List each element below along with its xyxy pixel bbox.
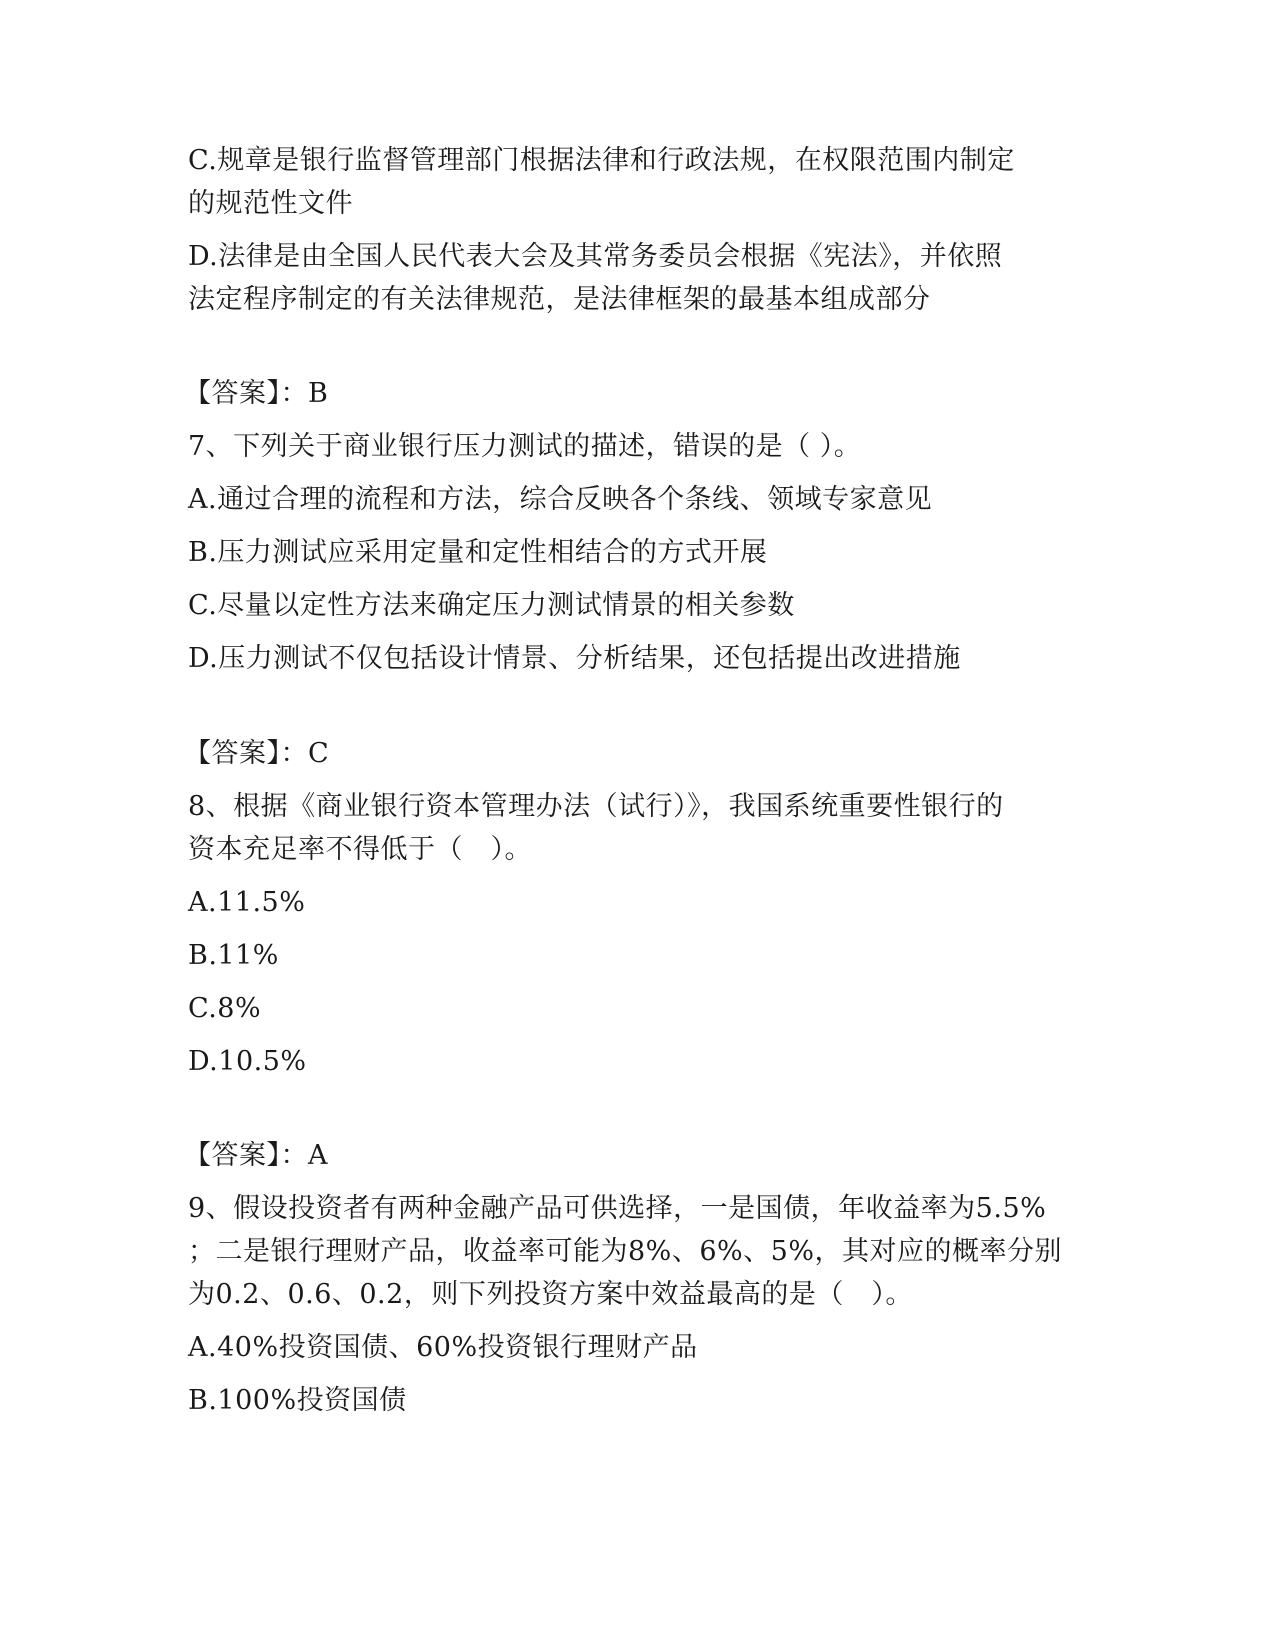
- q8-stem-line-2: 资本充足率不得低于（ ）。: [188, 834, 532, 865]
- q7-option-d: D.压力测试不仅包括设计情景、分析结果，还包括提出改进措施: [188, 643, 961, 674]
- prev-option-c-line-2: 的规范性文件: [188, 188, 353, 219]
- q8-answer: 【答案】：A: [184, 1140, 328, 1171]
- prev-option-c-line-1: C.规章是银行监督管理部门根据法律和行政法规，在权限范围内制定: [188, 145, 1015, 176]
- q7-option-a: A.通过合理的流程和方法，综合反映各个条线、领域专家意见: [188, 484, 933, 515]
- q9-option-a: A.40%投资国债、60%投资银行理财产品: [188, 1332, 698, 1363]
- q7-option-c: C.尽量以定性方法来确定压力测试情景的相关参数: [188, 590, 795, 621]
- q7-option-b: B.压力测试应采用定量和定性相结合的方式开展: [188, 537, 768, 568]
- q9-stem-line-2: ；二是银行理财产品，收益率可能为8%、6%、5%，其对应的概率分别: [188, 1236, 1062, 1267]
- q8-option-a: A.11.5%: [188, 887, 306, 918]
- q9-option-b: B.100%投资国债: [188, 1385, 407, 1416]
- q9-stem-line-1: 9、假设投资者有两种金融产品可供选择，一是国债，年收益率为5.5%: [188, 1193, 1047, 1224]
- q8-option-b: B.11%: [188, 940, 279, 971]
- prev-answer: 【答案】：B: [184, 378, 329, 409]
- q8-option-c: C.8%: [188, 993, 262, 1024]
- prev-option-d-line-2: 法定程序制定的有关法律规范，是法律框架的最基本组成部分: [188, 284, 931, 315]
- q8-option-d: D.10.5%: [188, 1046, 307, 1077]
- q7-answer: 【答案】：C: [184, 738, 330, 769]
- q8-stem-line-1: 8、根据《商业银行资本管理办法（试行）》，我国系统重要性银行的: [188, 791, 1004, 822]
- q9-stem-line-3: 为0.2、0.6、0.2，则下列投资方案中效益最高的是（ ）。: [188, 1279, 913, 1310]
- q7-stem: 7、下列关于商业银行压力测试的描述，错误的是（ ）。: [188, 431, 862, 462]
- prev-option-d-line-1: D.法律是由全国人民代表大会及其常务委员会根据《宪法》，并依照: [188, 241, 1003, 272]
